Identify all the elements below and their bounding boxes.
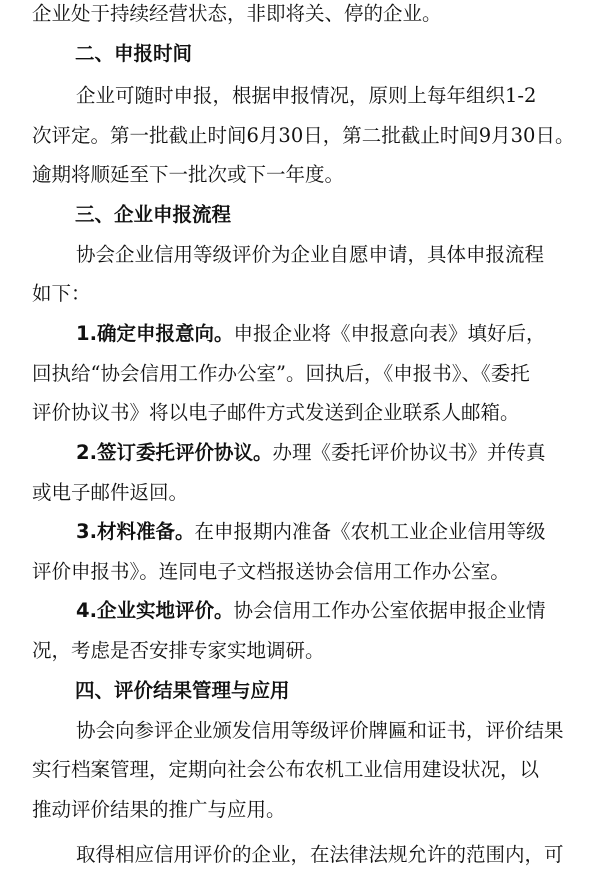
paragraph-line: 次评定。第一批截止时间6月30日，第二批截止时间9月30日。 bbox=[32, 124, 575, 147]
paragraph-line: 取得相应信用评价的企业，在法律法规允许的范围内，可 bbox=[76, 843, 564, 866]
step-3-text: 在申报期内准备《农机工业企业信用等级 bbox=[194, 520, 546, 543]
paragraph-line: 推动评价结果的推广与应用。 bbox=[32, 798, 286, 821]
paragraph-line: 如下： bbox=[32, 282, 91, 305]
paragraph-line: 逾期将顺延至下一批次或下一年度。 bbox=[32, 163, 345, 186]
section-heading-4: 四、评价结果管理与应用 bbox=[75, 679, 290, 702]
paragraph-line: 评价协议书》将以电子邮件方式发送到企业联系人邮箱。 bbox=[32, 401, 520, 424]
paragraph-line: 企业处于持续经营状态，非即将关、停的企业。 bbox=[32, 2, 442, 25]
section-heading-2: 二、申报时间 bbox=[75, 42, 193, 65]
paragraph-line: 协会企业信用等级评价为企业自愿申请，具体申报流程 bbox=[76, 243, 545, 266]
paragraph-line: 况，考虑是否安排专家实地调研。 bbox=[32, 639, 325, 662]
step-3-title: 3.材料准备。 bbox=[76, 520, 195, 543]
step-1-text: 申报企业将《申报意向表》填好后， bbox=[233, 322, 546, 345]
step-3-line bbox=[76, 519, 546, 545]
step-2-title: 2.签订委托评价协议。 bbox=[76, 441, 273, 464]
step-2-line bbox=[76, 440, 546, 466]
step-1-line bbox=[76, 321, 546, 347]
paragraph-line: 协会向参评企业颁发信用等级评价牌匾和证书，评价结果 bbox=[76, 719, 564, 742]
section-heading-3: 三、企业申报流程 bbox=[75, 203, 232, 226]
step-2-text: 办理《委托评价协议书》并传真 bbox=[272, 441, 546, 464]
paragraph-line: 企业可随时申报，根据申报情况，原则上每年组织1-2 bbox=[76, 84, 537, 107]
step-1-title: 1.确定申报意向。 bbox=[76, 322, 234, 345]
paragraph-line: 或电子邮件返回。 bbox=[32, 481, 189, 504]
step-4-title: 4.企业实地评价。 bbox=[76, 599, 234, 622]
step-4-text: 协会信用工作办公室依据申报企业情 bbox=[233, 599, 546, 622]
paragraph-line: 实行档案管理，定期向社会公布农机工业信用建设状况，以 bbox=[32, 758, 540, 781]
paragraph-line: 回执给“协会信用工作办公室”。回执后，《申报书》、《委托 bbox=[32, 362, 530, 385]
step-4-line bbox=[76, 598, 546, 624]
paragraph-line: 评价申报书》。连同电子文档报送协会信用工作办公室。 bbox=[32, 560, 510, 583]
